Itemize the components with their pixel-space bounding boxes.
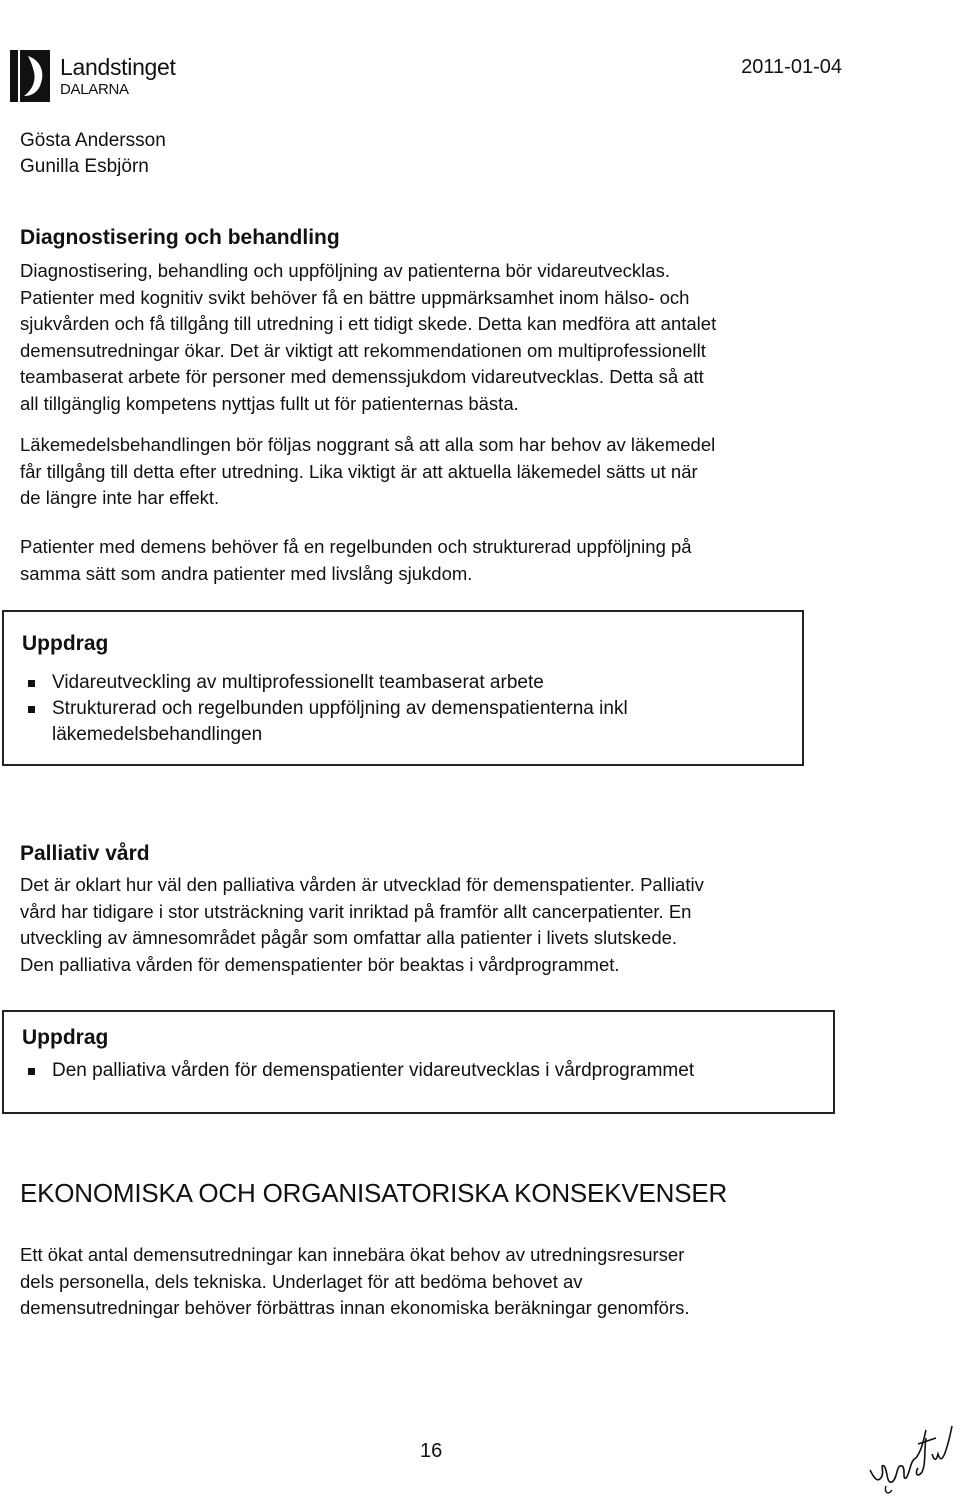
text-line: teambaserat arbete för personer med demenssjukdom vidareutvecklas. Detta så att bbox=[20, 366, 704, 387]
document-date: 2011-01-04 bbox=[741, 56, 842, 78]
landstinget-logo-icon bbox=[10, 46, 54, 106]
text-line: Läkemedelsbehandlingen bör följas noggrant så att alla som har behov av läkemedel bbox=[20, 434, 716, 455]
text-line: Ett ökat antal demensutredningar kan innebära ökat behov av utredningsresurser bbox=[20, 1244, 685, 1265]
logo-name: Landstinget bbox=[60, 54, 176, 80]
section-heading-ekonomiska: EKONOMISKA OCH ORGANISATORISKA KONSEKVENSER bbox=[20, 1178, 728, 1208]
section-heading-palliativ: Palliativ vård bbox=[20, 842, 150, 865]
uppdrag-heading: Uppdrag bbox=[22, 1026, 109, 1049]
text-line: Patienter med demens behöver få en regelbunden och strukturerad uppföljning på bbox=[20, 536, 692, 557]
uppdrag-box-1 bbox=[2, 610, 804, 766]
text-line: demensutredningar ökar. Det är viktigt att rekommendationen om multiprofessionellt bbox=[20, 339, 706, 361]
text-line: de längre inte har effekt. bbox=[20, 487, 220, 508]
text-line: Det är oklart hur väl den palliativa vården är utvecklad för demenspatienter. Palliativ bbox=[20, 874, 704, 895]
paragraph-lakemedel bbox=[20, 432, 850, 512]
text-line: Patienter med kognitiv svikt behöver få en bättre uppmärksamhet inom hälso- och bbox=[20, 286, 690, 308]
logo bbox=[10, 46, 200, 106]
uppdrag-list bbox=[22, 670, 802, 748]
signature-icon bbox=[866, 1420, 956, 1498]
text-line: utveckling av ämnesområdet pågår som omfattar alla patienter i livets slutskede. bbox=[20, 927, 678, 948]
paragraph-palliativ bbox=[20, 872, 850, 978]
text-line: demensutredningar behöver förbättras innan ekonomiska beräkningar genomförs. bbox=[20, 1297, 690, 1318]
text-line: sjukvården och få tillgång till utredning i ett tidigt skede. Detta kan medföra att antalet bbox=[20, 313, 717, 334]
list-item: Vidareutveckling av multiprofessionellt teambaserat arbete bbox=[22, 670, 802, 696]
paragraph-ekonomiska bbox=[20, 1242, 850, 1322]
text-line: samma sätt som andra patienter med livslång sjukdom. bbox=[20, 562, 473, 584]
list-item: Den palliativa vården för demenspatienter vidareutvecklas i vårdprogrammet bbox=[22, 1058, 833, 1084]
uppdrag-list bbox=[22, 1058, 833, 1084]
page-number: 16 bbox=[420, 1440, 443, 1462]
paragraph-diagnostisering bbox=[20, 258, 850, 417]
handwritten-initials-signature bbox=[866, 1420, 956, 1498]
list-item: Strukturerad och regelbunden uppföljning av demenspatienterna inkl läkemedelsbehandlingen bbox=[22, 696, 732, 748]
text-line: får tillgång till detta efter utredning. Lika viktigt är att aktuella läkemedel sätts ut när bbox=[20, 460, 698, 482]
section-heading-diagnostisering: Diagnostisering och behandling bbox=[20, 226, 340, 249]
text-line: Diagnostisering, behandling och uppföljning av patienterna bör vidareutvecklas. bbox=[20, 260, 670, 281]
author-name: Gösta Andersson bbox=[20, 130, 166, 151]
uppdrag-box-2 bbox=[2, 1010, 835, 1114]
text-line: dels personella, dels tekniska. Underlaget för att bedöma behovet av bbox=[20, 1270, 583, 1292]
text-line: vård har tidigare i stor utsträckning varit inriktad på framför allt cancerpatienter. En bbox=[20, 900, 692, 922]
paragraph-uppfoljning bbox=[20, 534, 850, 587]
uppdrag-heading: Uppdrag bbox=[22, 632, 109, 655]
text-line: Den palliativa vården för demenspatienter bör beaktas i vårdprogrammet. bbox=[20, 953, 620, 975]
text-line: all tillgänglig kompetens nyttjas fullt ut för patienternas bästa. bbox=[20, 392, 519, 414]
author-name: Gunilla Esbjörn bbox=[20, 156, 149, 177]
logo-subtitle: DALARNA bbox=[60, 81, 129, 98]
authors bbox=[20, 128, 166, 180]
